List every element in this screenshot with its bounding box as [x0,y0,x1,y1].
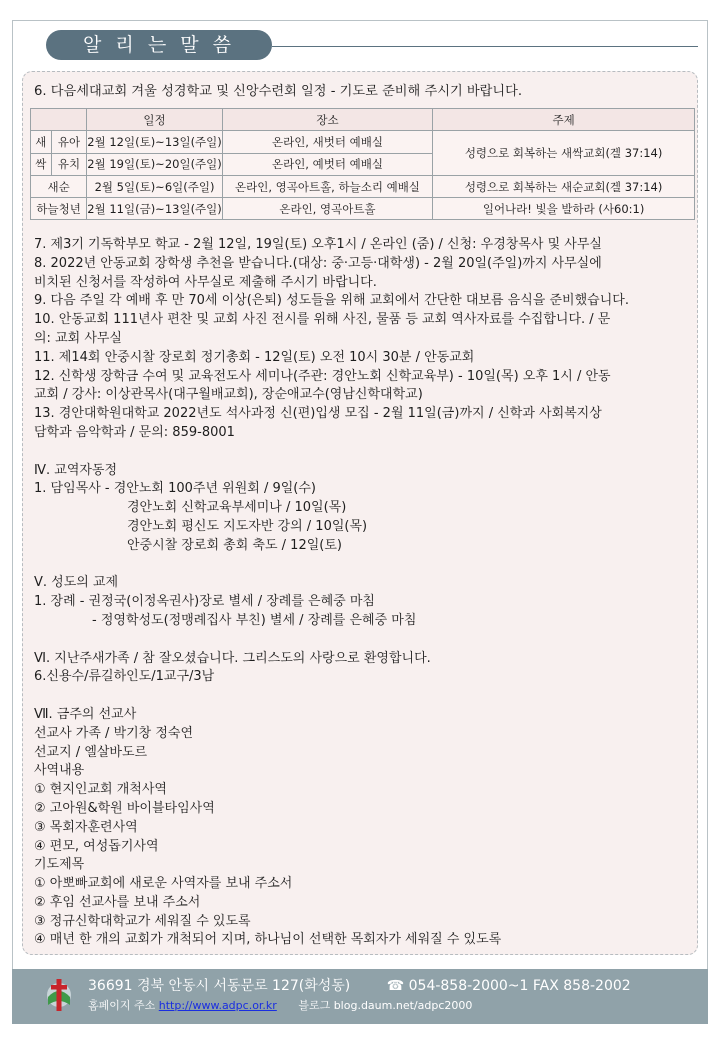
page-title: 알 리 는 말 씀 [46,30,272,60]
section-line: 1. 장례 - 권정국(이정옥권사)장로 별세 / 장례를 은혜중 마침 [34,594,375,610]
footer-links-line [88,997,472,1013]
section-heading: Ⅴ. 성도의 교제 [34,575,119,591]
section-line: 사역내용 [34,763,85,779]
footer-address-line [88,975,631,995]
dept-cell: 유치 [51,153,87,175]
section-line: ④ 매년 한 개의 교회가 개척되어 지며, 하나님이 선택한 목회자가 세워질 수 있도록 [34,932,502,948]
dept-cell: 하늘청년 [31,198,87,220]
table-row [31,198,695,220]
notice-line: 11. 제14회 안중시찰 장로회 정기총회 - 12일(토) 오전 10시 30분 / 안동교회 [34,349,475,365]
section-heading: Ⅳ. 교역자동정 [34,462,118,478]
notice-line: 의: 교회 사무실 [34,330,122,346]
homepage-label: 홈페이지 주소 [88,999,156,1012]
section-line: 6.신용수/류길하인도/1교구/3남 [34,669,215,685]
section-line: 선교사 가족 / 박기창 정숙연 [34,725,194,741]
notice-item-6: 6. 다음세대교회 겨울 성경학교 및 신앙수련회 일정 - 기도로 준비해 주시기 바랍니다. [34,84,523,99]
schedule-table [30,108,695,220]
section-line: 경안노회 신학교육부세미나 / 10일(목) [127,500,347,516]
table-row [31,131,695,153]
footer-phone: ☎ 054-858-2000~1 FAX 858-2002 [386,978,631,994]
notice-line: 9. 다음 주일 각 예배 후 만 70세 이상(은퇴) 성도들을 위해 교회에서 간단한 대보름 음식을 준비했습니다. [34,293,629,309]
place-cell: 온라인, 영곡아트홀, 하늘소리 예배실 [222,175,432,197]
section-line: 선교지 / 엘살바도르 [34,744,148,760]
place-cell: 온라인, 새벗터 예배실 [222,131,432,153]
footer-address: 36691 경북 안동시 서동문로 127(화성동) [88,978,351,994]
date-cell: 2월 11일(금)~13일(주일) [87,198,222,220]
header-cell-empty [31,109,87,131]
notice-line: 담학과 음악학과 / 문의: 859-8001 [34,424,235,440]
date-cell: 2월 19일(토)~20일(주일) [87,153,222,175]
section-line: 1. 담임목사 - 경안노회 100주년 위원회 / 9일(수) [34,481,316,497]
notice-line: 13. 경안대학원대학교 2022년도 석사과정 신(편)입생 모집 - 2월 11일(금)까지 / 신학과 사회복지상 [34,406,602,422]
section-line: ① 아뽀빠교회에 새로운 사역자를 보내 주소서 [34,876,293,892]
title-divider [272,46,698,47]
notice-line: 8. 2022년 안동교회 장학생 추천을 받습니다.(대상: 중·고등·대학생) - 2월 20일(주일)까지 사무실에 [34,255,602,271]
group-label-cell: 새 [31,131,52,153]
section-line: ③ 정규신학대학교가 세워질 수 있도록 [34,913,251,929]
section-line: 경안노회 평신도 지도자반 강의 / 10일(목) [127,518,368,534]
theme-cell: 일어나라! 빛을 발하라 (사60:1) [433,198,695,220]
dept-cell: 유아 [51,131,87,153]
blog-address: 블로그 blog.daum.net/adpc2000 [298,999,473,1012]
header-cell: 주제 [433,109,695,131]
section-heading: Ⅶ. 금주의 선교사 [34,706,137,722]
homepage-link[interactable]: http://www.adpc.or.kr [158,999,277,1012]
notice-body [34,236,694,950]
section-line: 기도제목 [34,857,85,873]
section-line: ① 현지인교회 개척사역 [34,782,167,798]
section-line: ② 고아원&학원 바이블타임사역 [34,800,215,816]
table-header-row [31,109,695,131]
header-cell: 일정 [87,109,222,131]
section-line: 안중시찰 장로회 총회 축도 / 12일(토) [127,537,342,553]
notice-line: 10. 안동교회 111년사 편찬 및 교회 사진 전시를 위해 사진, 물품 등 교회 역사자료를 수집합니다. / 문 [34,312,611,328]
header-cell: 장소 [222,109,432,131]
section-line: - 정영학성도(정맹례집사 부친) 별세 / 장례를 은혜중 마침 [92,612,417,628]
church-logo-icon [46,975,72,1015]
group-label-cell: 싹 [31,153,52,175]
table-row [31,175,695,197]
section-line: ③ 목회자훈련사역 [34,819,138,835]
notice-line: 비치된 신청서를 작성하여 사무실로 제출해 주시기 바랍니다. [34,274,377,290]
date-cell: 2월 12일(토)~13일(주일) [87,131,222,153]
section-heading: Ⅵ. 지난주새가족 / 참 잘오셨습니다. 그리스도의 사랑으로 환영합니다. [34,650,431,666]
notice-line: 교회 / 강사: 이상관목사(대구월배교회), 장순애교수(영남신학대학교) [34,387,423,403]
dept-cell: 새순 [31,175,87,197]
section-line: ② 후임 선교사를 보내 주소서 [34,894,201,910]
notice-line: 12. 신학생 장학금 수여 및 교육전도사 세미나(주관: 경안노회 신학교육부) - 10일(목) 오후 1시 / 안동 [34,368,611,384]
date-cell: 2월 5일(토)~6일(주일) [87,175,222,197]
place-cell: 온라인, 예벗터 예배실 [222,153,432,175]
theme-cell: 성령으로 회복하는 새싹교회(겔 37:14) [433,131,695,176]
place-cell: 온라인, 영곡아트홀 [222,198,432,220]
section-line: ④ 편모, 여성돕기사역 [34,838,159,854]
theme-cell: 성령으로 회복하는 새순교회(겔 37:14) [433,175,695,197]
notice-line: 7. 제3기 기독학부모 학교 - 2월 12일, 19일(토) 오후1시 / 온라인 (줌) / 신청: 우경창목사 및 사무실 [34,237,602,252]
